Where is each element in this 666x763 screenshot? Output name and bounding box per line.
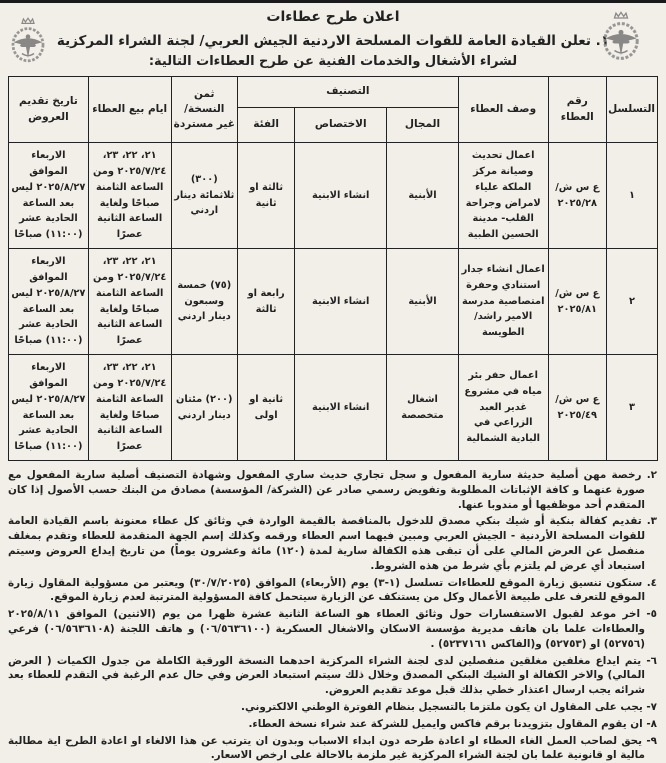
cell-serial: ٣: [606, 355, 657, 461]
cell-description: اعمال انشاء جدار استنادي وحفرة امتصاصية مدرسة الامير راشد/الطويسة: [458, 249, 548, 355]
cell-field: الأبنية: [387, 143, 459, 249]
header-category: الفئة: [237, 108, 294, 143]
announcement-header: [0, 3, 666, 69]
cell-specialization: انشاء الابنية: [295, 143, 387, 249]
cell-field: الأبنية: [387, 249, 459, 355]
note-2: ٢. رخصة مهن أصلية حديثة سارية المفعول و سجل تجاري حديث ساري المفعول وشهادة التصنيف أصلية سارية المفعول مع صورة عنهما و كافة الإثباتات المطلوبة وتفويض رسمي صادر عن (الشركة/ المؤسسة) مصادق من البنك حسب الأصول إذا كان المتقدم أحد موظفيها أو مندوبا عنها.: [8, 469, 657, 511]
cell-sale-days: ٢١، ٢٢، ٢٣، ٢٠٢٥/٧/٢٤ ومن الساعة الثامنة صباحًا ولغاية الساعة الثانية عصرًا: [88, 355, 171, 461]
notes-section: [8, 468, 657, 763]
cell-serial: ١: [606, 143, 657, 249]
header-tender-description: وصف العطاء: [458, 77, 548, 143]
table-row-3: [9, 355, 658, 461]
header-field: المجال: [387, 108, 459, 143]
header-submission-date: تاريخ تقديم العروض: [9, 77, 89, 143]
cell-description: اعمال حفر بئر مياه في مشروع غدير العبد الزراعي في البادية الشمالية: [458, 355, 548, 461]
cell-sale-days: ٢١، ٢٢، ٢٣، ٢٠٢٥/٧/٢٤ ومن الساعة الثامنة صباحًا ولغاية الساعة الثانية عصرًا: [88, 143, 171, 249]
header-copy-price: ثمن النسخة/ غير مستردة: [171, 77, 237, 143]
cell-sale-days: ٢١، ٢٢، ٢٣، ٢٠٢٥/٧/٢٤ ومن الساعة الثامنة صباحًا ولغاية الساعة الثانية عصرًا: [88, 249, 171, 355]
announcement-line-1: ١. تعلن القيادة العامة للقوات المسلحة الاردنية الجيش العربي/ لجنة الشراء المركزية: [56, 33, 610, 49]
cell-copy-price: (٢٠٠) مئتان دينار اردني: [171, 355, 237, 461]
cell-submission-date: الاربعاء الموافق ٢٠٢٥/٨/٢٧ ليس بعد الساعة الحادية عشر (١١:٠٠) صباحًا: [9, 355, 89, 461]
cell-field: اشغال متخصصة: [387, 355, 459, 461]
note-4: ٤. ستكون تنسيق زيارة الموقع للعطاءات تسلسل (‎١-٣‎) يوم (الأربعاء) الموافق (٣٠/٧/٢٠٢٥) ويعتبر من مسؤولية المقاول زيارة الموقع للتعرف على طبيعة الأعمال وكل من يستنكف عن الزيارة سيتحمل كافة المسؤولية المترتبة لعدم زيارة الموقع.: [8, 576, 658, 604]
cell-category: رابعة او ثالثة: [237, 249, 294, 355]
note-5: ٥- اخر موعد لقبول الاستفسارات حول وثائق العطاء هو الساعة الثانية عشرة ظهرا من يوم (الاثنين) الموافق ٢٠٢٥/٨/١١ والعطاءات علما بان هاتف مديرية مؤسسة الاسكان والاشغال العسكرية (٠٦/٥٦٣٦١٠٠) و هاتف اللجنة (٠٦/٥٦٣٦١٠٨) فرعي (٥٢٧٥٦) او (٥٢٧٥٣) و(الفاكس ٥٢٣٧١٦١) .: [8, 608, 657, 650]
table-row-1: [9, 143, 658, 249]
cell-category: ثالثة او ثانية: [237, 143, 294, 249]
cell-tender-number: ع س ش/ ٢٠٢٥/٤٩: [548, 355, 606, 461]
cell-submission-date: الاربعاء الموافق ٢٠٢٥/٨/٢٧ ليس بعد الساعة الحادية عشر (١١:٠٠) صباحًا: [9, 143, 89, 249]
table-row-2: [9, 249, 658, 355]
tenders-table: [8, 76, 658, 461]
note-6: ٦- يتم ايداع مغلفين مغلقين منفصلين لدى لجنة الشراء المركزية احدهما النسخة الورقية الكاملة من جدول الكميات ( العرض المالي) والاخر الكفالة او الشيك البنكي المصدق وخلال ذلك سيتم استبعاد العرض وفي حال عدم الرغبة في التقدم للعطاء بعد شرائه يجب ارسال اعتذار خطي بذلك قبل موعد تقديم العروض.: [8, 654, 657, 697]
cell-specialization: انشاء الابنية: [295, 249, 387, 355]
jordan-armed-forces-emblem-icon: [598, 10, 644, 68]
page-title: اعلان طرح عطاءات: [266, 9, 400, 25]
note-7: ٧- يجب على المقاول ان يكون ملتزما بالتسجيل بنظام الفوترة الوطني الالكتروني.: [241, 700, 657, 713]
announcement-line-2: لشراء الأشغال والخدمات الفنية عن طرح العطاءات التالية:: [148, 54, 518, 69]
cell-submission-date: الاربعاء الموافق ٢٠٢٥/٨/٢٧ ليس بعد الساعة الحادية عشر (١١:٠٠) صباحًا: [9, 249, 89, 355]
cell-category: ثانية او اولى: [237, 355, 294, 461]
cell-tender-number: ع س ش/ ٢٠٢٥/٨١: [548, 249, 606, 355]
cell-copy-price: (٧٥) خمسة وسبعون دينار اردني: [171, 249, 237, 355]
jordan-armed-forces-emblem-icon: [6, 16, 50, 70]
cell-copy-price: (٣٠٠) ثلاثمائة دينار اردني: [171, 143, 237, 249]
cell-serial: ٢: [606, 249, 657, 355]
header-specialization: الاختصاص: [295, 108, 387, 143]
cell-specialization: انشاء الابنية: [295, 355, 387, 461]
header-classification: التصنيف: [237, 77, 458, 108]
cell-description: اعمال تحديث وصيانة مركز الملكة علياء لامراض وجراحة القلب- مدينة الحسين الطبية: [458, 143, 548, 249]
cell-tender-number: ع س ش/ ٢٠٢٥/٢٨: [548, 143, 606, 249]
note-9: ٩- يحق لصاحب العمل الغاء العطاء او اعادة طرحه دون ابداء الاسباب وبدون ان يترتب عن هذا الالغاء او اعادة الطرح اية مطالبة مالية او قانونية علما بان لجنة الشراء المركزية غير ملزمة بالاحالة على ارخص الاسعار.: [8, 734, 657, 762]
header-serial: التسلسل: [606, 77, 657, 143]
header-sale-days: ايام بيع العطاء: [88, 77, 171, 143]
header-tender-number: رقم العطاء: [548, 77, 606, 143]
note-3: ٣. تقديم كفالة بنكية أو شيك بنكي مصدق للدخول بالمناقصة بالقيمة الواردة في وثائق كل عطاء معنونة باسم القيادة العامة للقوات المسلحة الأردنية - الجيش العربي ومبين فيهما اسم العطاء ورقمه وكذلك إسم الجهة المتقدمة للعطاء وتقدم بمغلف منفصل عن العرض المالي على أن تبقى هذه الكفالة سارية لمدة (١٢٠) مائة وعشرون يوماً) من تاريخ إيداع العروض وسيتم استبعاد أي عرض لم يلتزم بأي شرط من هذه الشروط.: [8, 515, 657, 572]
note-8: ٨- ان يقوم المقاول بتزويدنا برقم فاكس وايميل للشركة عند شراء نسخة العطاء.: [248, 717, 657, 730]
